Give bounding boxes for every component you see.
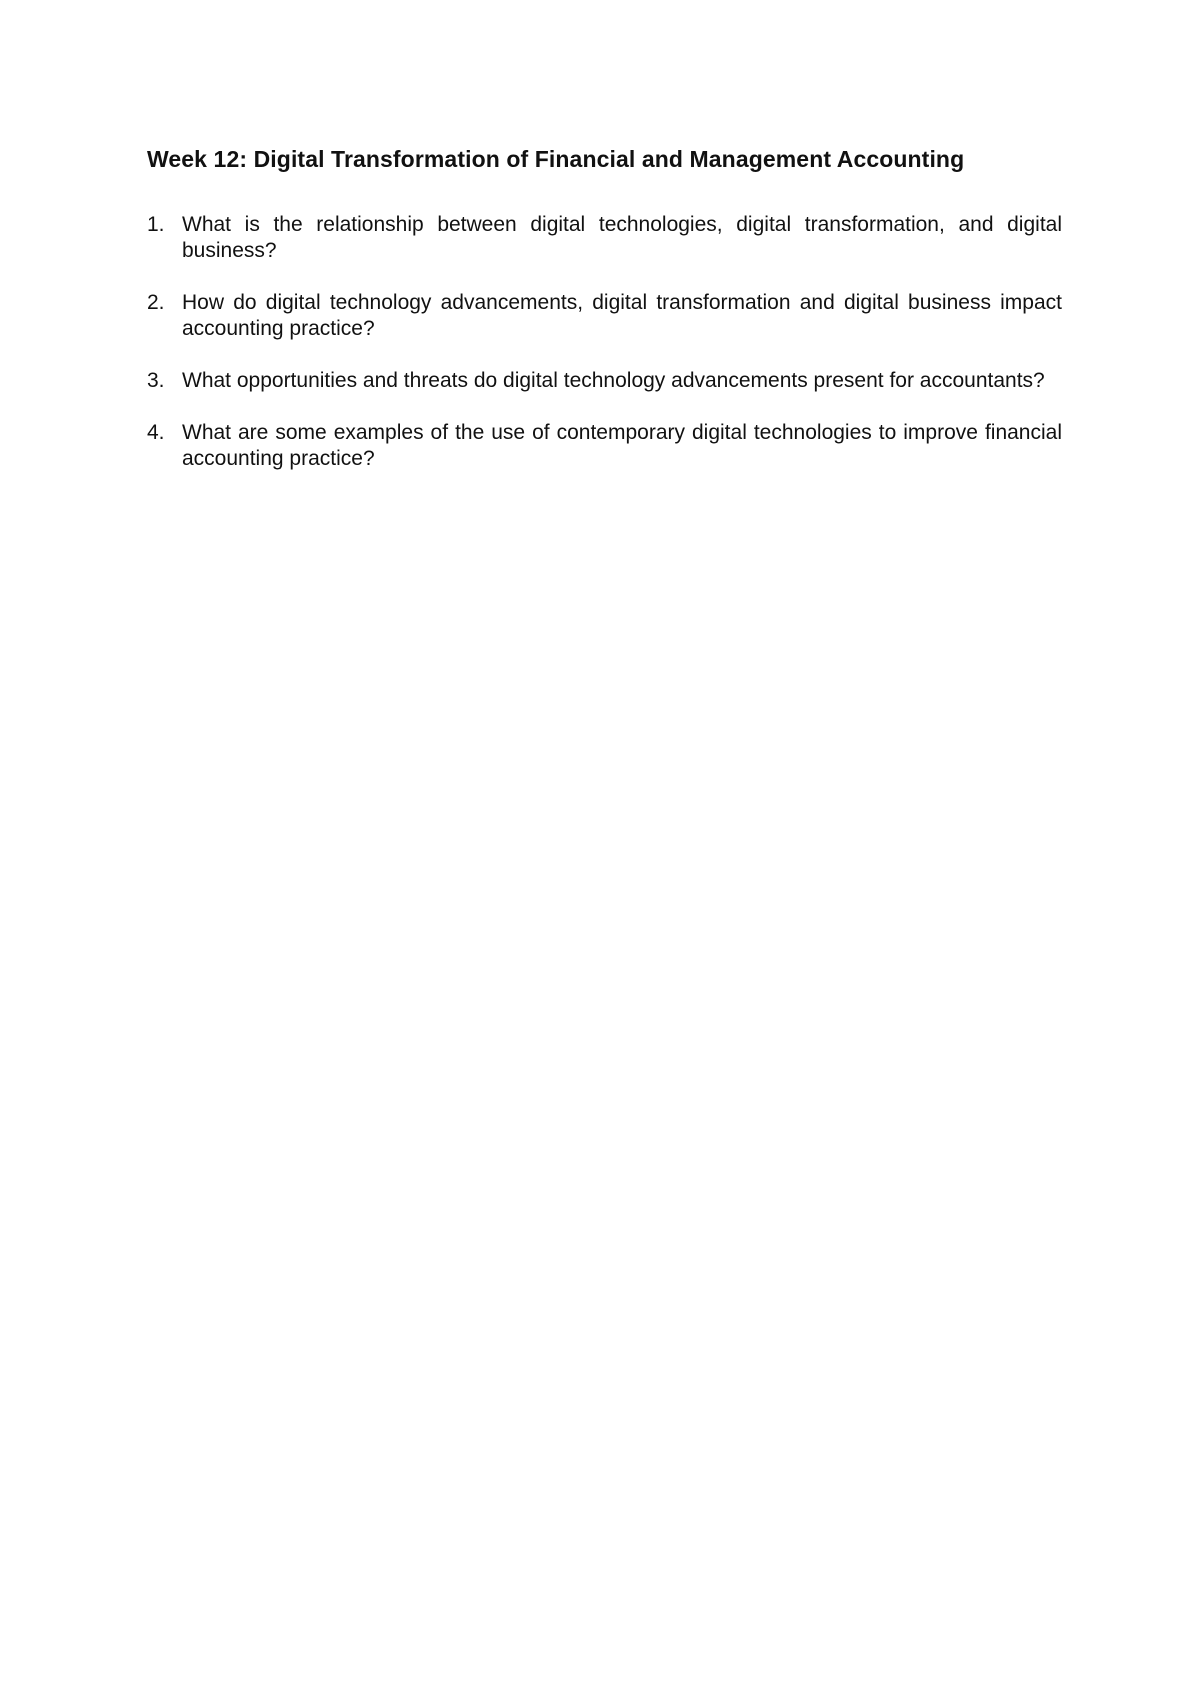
question-item-3 <box>147 368 1062 394</box>
question-number: 1. <box>147 213 165 236</box>
question-number: 4. <box>147 421 165 444</box>
question-number: 2. <box>147 291 165 314</box>
question-text: What are some examples of the use of contemporary digital technologies to improve financial accounting practice? <box>182 421 1062 470</box>
question-text: What is the relationship between digital technologies, digital transformation, and digital business? <box>182 213 1062 262</box>
question-item-4 <box>147 420 1062 472</box>
question-item-2 <box>147 290 1062 342</box>
question-number: 3. <box>147 369 165 392</box>
question-text: How do digital technology advancements, digital transformation and digital business impact accounting practice? <box>182 291 1062 340</box>
question-text: What opportunities and threats do digital technology advancements present for accountants? <box>182 369 1045 392</box>
question-list <box>147 212 1062 472</box>
question-item-1 <box>147 212 1062 264</box>
document-content <box>147 144 1062 498</box>
page-title: Week 12: Digital Transformation of Financial and Management Accounting <box>147 146 965 172</box>
